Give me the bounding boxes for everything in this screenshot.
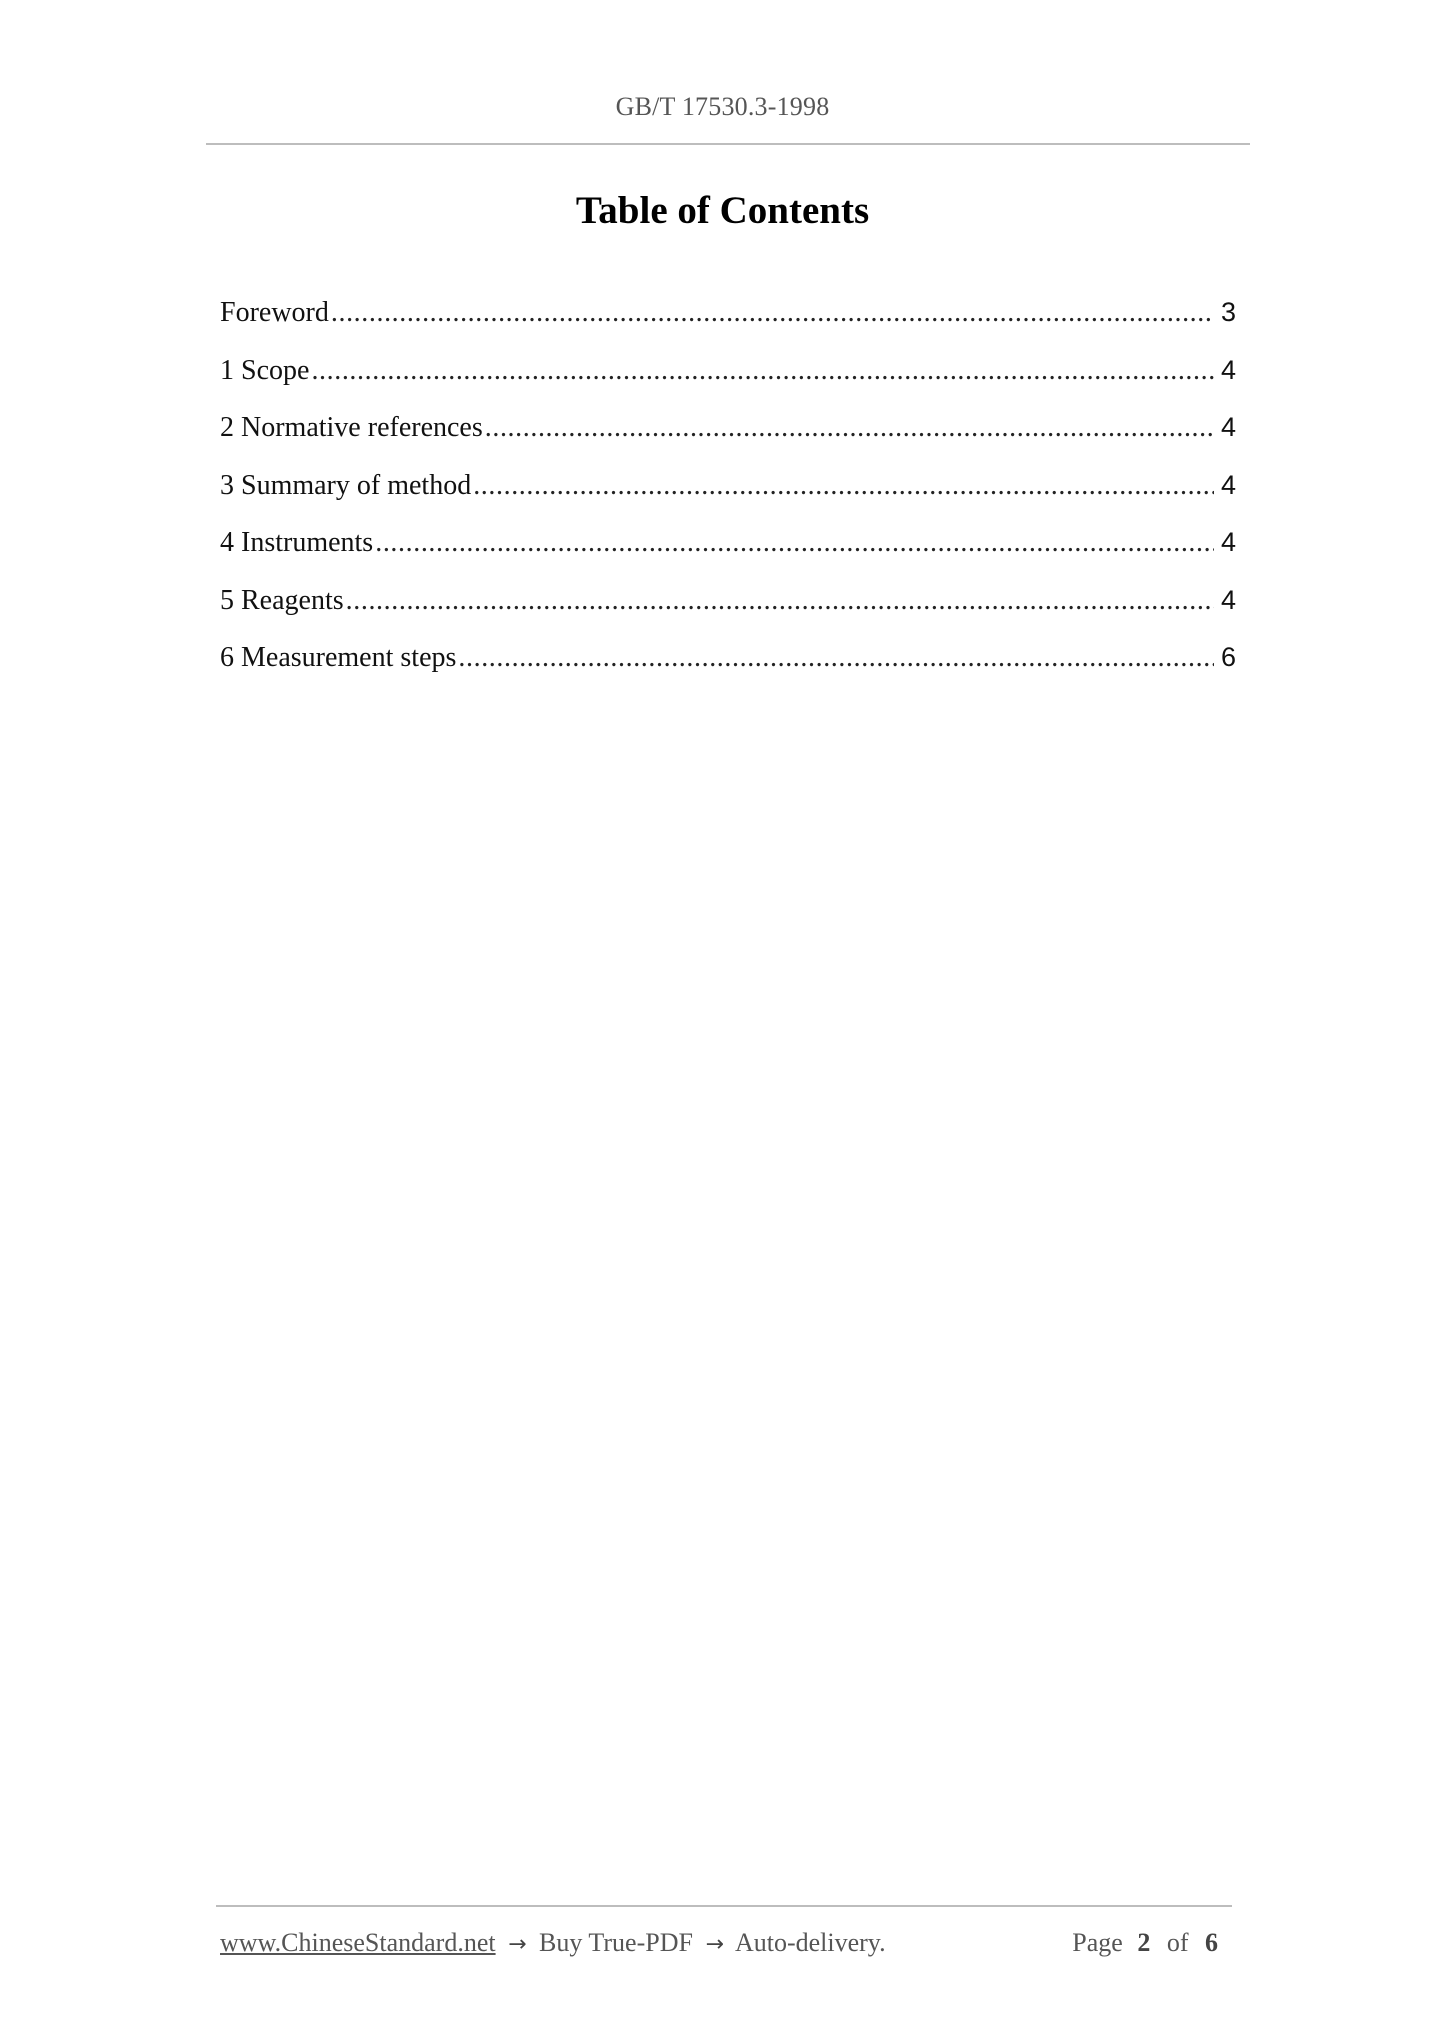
- right-arrow-icon: →: [705, 1932, 724, 1957]
- toc-entry-normative-references[interactable]: [220, 412, 1236, 470]
- page-indicator: [1072, 1928, 1226, 1958]
- toc-entry-foreword[interactable]: [220, 297, 1236, 355]
- toc-entry-label: 3 Summary of method: [220, 469, 472, 501]
- toc-entry-page: 6: [1220, 642, 1236, 672]
- toc-dot-leader: [331, 297, 1214, 329]
- header-divider: [206, 143, 1250, 145]
- toc-title: Table of Contents: [575, 189, 870, 232]
- toc-dot-leader: [375, 527, 1214, 559]
- toc-dot-leader: [458, 642, 1214, 674]
- buy-true-pdf-text: Buy True-PDF: [539, 1928, 693, 1957]
- toc-entry-measurement-steps[interactable]: [220, 642, 1236, 700]
- of-label: of: [1166, 1928, 1189, 1957]
- right-arrow-icon: →: [508, 1932, 527, 1957]
- toc-entry-reagents[interactable]: [220, 585, 1236, 643]
- toc-entry-label: Foreword: [220, 297, 329, 328]
- toc-entry-label: 1 Scope: [220, 354, 310, 386]
- toc-dot-leader: [485, 412, 1214, 444]
- toc-entry-label: 2 Normative references: [220, 412, 483, 443]
- toc-entry-page: 3: [1220, 297, 1236, 327]
- toc-entry-page: 4: [1220, 354, 1236, 385]
- footer-divider: [216, 1905, 1232, 1907]
- toc-dot-leader: [346, 585, 1214, 617]
- website-link[interactable]: www.ChineseStandard.net: [220, 1928, 496, 1957]
- toc-dot-leader: [473, 470, 1214, 502]
- toc-entry-label: 5 Reagents: [220, 584, 344, 616]
- toc-entry-page: 4: [1220, 527, 1236, 557]
- footer-promo: [220, 1928, 886, 1958]
- toc-entry-scope[interactable]: [220, 355, 1236, 413]
- toc-entry-page: 4: [1220, 412, 1236, 442]
- page-label: Page: [1072, 1928, 1123, 1957]
- toc-list: [220, 297, 1236, 700]
- page-total: 6: [1205, 1928, 1218, 1957]
- toc-entry-summary-of-method[interactable]: [220, 470, 1236, 528]
- toc-entry-page: 4: [1220, 584, 1236, 615]
- toc-entry-label: 4 Instruments: [220, 527, 374, 558]
- document-header-id: GB/T 17530.3-1998: [615, 92, 830, 121]
- toc-entry-instruments[interactable]: [220, 527, 1236, 585]
- toc-entry-label: 6 Measurement steps: [220, 642, 457, 673]
- auto-delivery-text: Auto-delivery.: [734, 1928, 886, 1957]
- page-current: 2: [1137, 1928, 1151, 1957]
- toc-entry-page: 4: [1220, 469, 1236, 500]
- toc-dot-leader: [311, 355, 1214, 387]
